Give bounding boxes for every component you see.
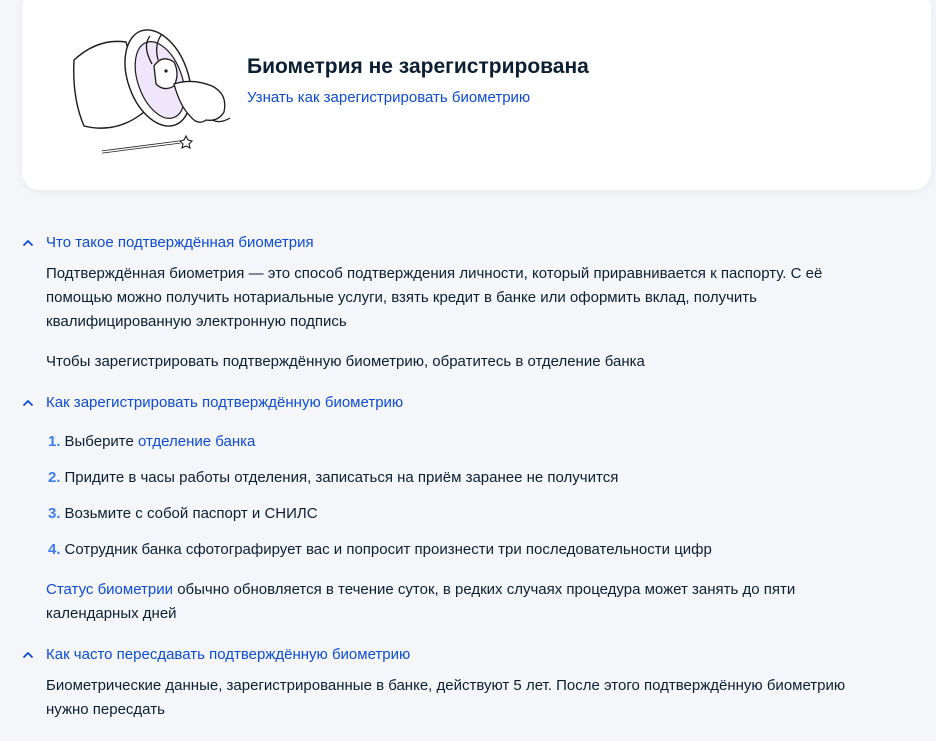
step-item xyxy=(48,505,318,522)
accordion-title: Как зарегистрировать подтверждённую биометрию xyxy=(46,394,404,411)
section-note: Чтобы зарегистрировать подтверждённую биометрию, обратитесь в отделение банка xyxy=(46,353,645,370)
accordion-what-is-biometry[interactable] xyxy=(22,234,314,251)
section-paragraph xyxy=(46,674,906,722)
biometry-status-link[interactable]: Статус биометрии xyxy=(46,581,174,598)
paragraph-line xyxy=(46,578,906,602)
step-text: Возьмите с собой паспорт и СНИЛС xyxy=(64,505,318,522)
biometry-status-title: Биометрия не зарегистрирована xyxy=(247,55,589,78)
step-text: Выберите xyxy=(64,433,138,450)
accordion-how-often-resubmit[interactable] xyxy=(22,646,410,663)
step-text: Придите в часы работы отделения, записаться на приём заранее не получится xyxy=(64,469,619,486)
bank-branch-link[interactable]: отделение банка xyxy=(138,433,256,450)
step-number: 4. xyxy=(48,541,61,558)
paragraph-line: календарных дней xyxy=(46,605,177,622)
step-item xyxy=(48,541,712,558)
chevron-up-icon xyxy=(22,398,34,408)
paragraph-line: помощью можно получить нотариальные услуги, взять кредит в банке или оформить вклад, получить xyxy=(46,289,757,306)
magic-hat-rabbit-illustration xyxy=(62,8,242,158)
accordion-how-to-register[interactable] xyxy=(22,394,403,411)
accordion-title: Как часто пересдавать подтверждённую биометрию xyxy=(46,646,411,663)
chevron-up-icon xyxy=(22,650,34,660)
accordion-title: Что такое подтверждённая биометрия xyxy=(46,234,314,251)
step-number: 2. xyxy=(48,469,61,486)
paragraph-line: Биометрические данные, зарегистрированные в банке, действуют 5 лет. После этого подтверждённую биометрию xyxy=(46,677,846,694)
how-to-register-link[interactable]: Узнать как зарегистрировать биометрию xyxy=(247,89,531,106)
paragraph-line: квалифицированную электронную подпись xyxy=(46,313,347,330)
status-text: обычно обновляется в течение суток, в редких случаях процедура может занять до пяти xyxy=(173,581,796,598)
biometry-status-card xyxy=(22,0,931,190)
biometry-status-info xyxy=(46,578,906,626)
paragraph-line: Подтверждённая биометрия — это способ подтверждения личности, который приравнивается к паспорту. С её xyxy=(46,265,823,282)
chevron-up-icon xyxy=(22,238,34,248)
step-number: 1. xyxy=(48,433,61,450)
step-item xyxy=(48,469,618,486)
step-text: Сотрудник банка сфотографирует вас и попросит произнести три последовательности цифр xyxy=(64,541,712,558)
step-item xyxy=(48,433,255,450)
step-number: 3. xyxy=(48,505,61,522)
paragraph-line: нужно пересдать xyxy=(46,701,165,718)
section-paragraph xyxy=(46,262,906,334)
